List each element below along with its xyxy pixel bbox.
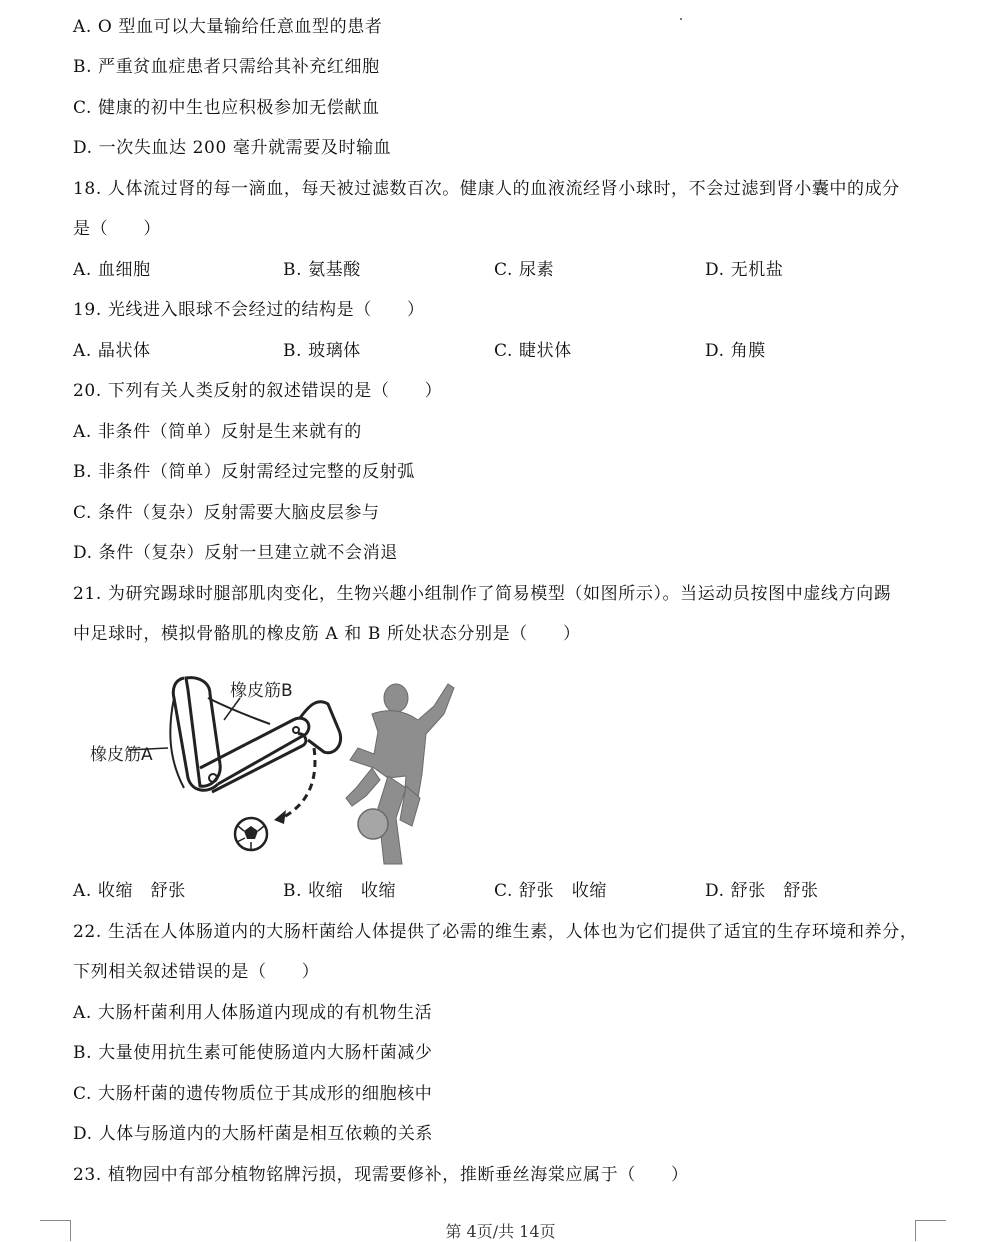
- q18-option-c: C. 尿素: [494, 260, 555, 280]
- q18-stem-line1: 18. 人体流过肾的每一滴血，每天被过滤数百次。健康人的血液流经肾小球时，不会过滤到肾小囊中的成分: [73, 179, 900, 199]
- q19-stem: 19. 光线进入眼球不会经过的结构是（ ）: [73, 300, 425, 320]
- q21-stem-line2: 中足球时，模拟骨骼肌的橡皮筋 A 和 B 所处状态分别是（ ）: [73, 624, 581, 644]
- q21-option-b: B. 收缩 收缩: [283, 881, 397, 901]
- q21-option-d: D. 舒张 舒张: [705, 881, 819, 901]
- q22-option-d: D. 人体与肠道内的大肠杆菌是相互依赖的关系: [73, 1124, 434, 1144]
- player-silhouette: [346, 684, 454, 864]
- q21-option-a: A. 收缩 舒张: [73, 881, 186, 901]
- q19-option-b: B. 玻璃体: [283, 341, 361, 361]
- page-footer: 第 4页/共 14页: [445, 1222, 556, 1241]
- q20-option-a: A. 非条件（简单）反射是生来就有的: [73, 422, 362, 442]
- q21-option-c: C. 舒张 收缩: [494, 881, 608, 901]
- q19-option-a: A. 晶状体: [73, 341, 151, 361]
- q18-stem-line2: 是（ ）: [73, 219, 161, 239]
- q23-stem: 23. 植物园中有部分植物铭牌污损，现需要修补，推断垂丝海棠应属于（ ）: [73, 1165, 689, 1185]
- q19-option-d: D. 角膜: [705, 341, 766, 361]
- q20-stem: 20. 下列有关人类反射的叙述错误的是（ ）: [73, 381, 443, 401]
- q22-option-a: A. 大肠杆菌利用人体肠道内现成的有机物生活: [73, 1003, 433, 1023]
- scan-dot: [680, 18, 682, 20]
- q22-option-c: C. 大肠杆菌的遗传物质位于其成形的细胞核中: [73, 1084, 433, 1104]
- q18-option-a: A. 血细胞: [73, 260, 151, 280]
- q20-option-b: B. 非条件（简单）反射需经过完整的反射弧: [73, 462, 415, 482]
- q20-option-d: D. 条件（复杂）反射一旦建立就不会消退: [73, 543, 398, 563]
- q17-option-b: B. 严重贫血症患者只需给其补充红细胞: [73, 57, 380, 77]
- q21-stem-line1: 21. 为研究踢球时腿部肌肉变化，生物兴趣小组制作了简易模型（如图所示）。当运动员按图中虚线方向踢: [73, 584, 892, 604]
- label-rubber-band-a: 橡皮筋A: [90, 745, 153, 765]
- q18-option-d: D. 无机盐: [705, 260, 784, 280]
- q18-option-b: B. 氨基酸: [283, 260, 361, 280]
- q20-option-c: C. 条件（复杂）反射需要大脑皮层参与: [73, 503, 380, 523]
- q17-option-d: D. 一次失血达 200 毫升就需要及时输血: [73, 138, 392, 158]
- q17-option-c: C. 健康的初中生也应积极参加无偿献血: [73, 98, 380, 118]
- q21-figure: [88, 668, 468, 868]
- q17-option-a: A. O 型血可以大量输给任意血型的患者: [73, 17, 383, 37]
- q22-stem-line2: 下列相关叙述错误的是（ ）: [73, 962, 320, 982]
- q22-stem-line1: 22. 生活在人体肠道内的大肠杆菌给人体提供了必需的维生素，人体也为它们提供了适宜的生存环境和养分，: [73, 922, 918, 942]
- label-rubber-band-b: 橡皮筋B: [230, 681, 293, 701]
- q19-option-c: C. 睫状体: [494, 341, 572, 361]
- q22-option-b: B. 大量使用抗生素可能使肠道内大肠杆菌减少: [73, 1043, 433, 1063]
